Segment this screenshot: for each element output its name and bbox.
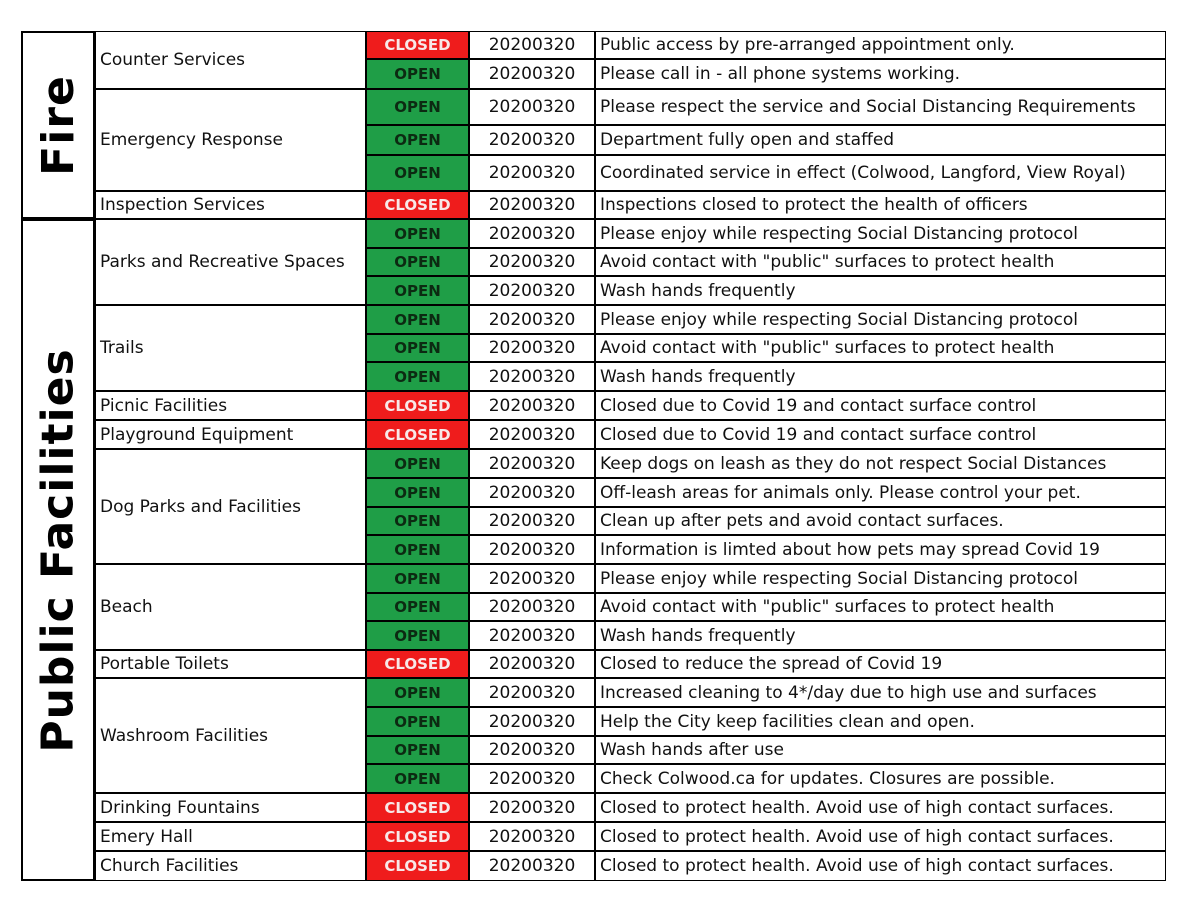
status-badge: CLOSED xyxy=(366,851,469,881)
section-label: Public Facilities xyxy=(32,347,84,753)
note-cell: Closed due to Covid 19 and contact surface control xyxy=(595,391,1166,420)
note-cell: Coordinated service in effect (Colwood, Langford, View Royal) xyxy=(595,155,1166,191)
date-cell: 20200320 xyxy=(469,535,595,564)
note-cell: Closed to reduce the spread of Covid 19 xyxy=(595,650,1166,678)
status-badge: OPEN xyxy=(366,564,469,593)
status-badge: OPEN xyxy=(366,736,469,764)
status-badge: OPEN xyxy=(366,334,469,362)
date-cell: 20200320 xyxy=(469,31,595,59)
note-cell: Off-leash areas for animals only. Please control your pet. xyxy=(595,478,1166,507)
service-name: Portable Toilets xyxy=(95,650,366,678)
note-cell: Avoid contact with "public" surfaces to protect health xyxy=(595,593,1166,621)
date-cell: 20200320 xyxy=(469,593,595,621)
status-badge: OPEN xyxy=(366,678,469,707)
date-cell: 20200320 xyxy=(469,764,595,793)
service-name: Playground Equipment xyxy=(95,420,366,449)
note-cell: Avoid contact with "public" surfaces to protect health xyxy=(595,248,1166,276)
note-cell: Inspections closed to protect the health of officers xyxy=(595,191,1166,219)
date-cell: 20200320 xyxy=(469,305,595,334)
status-badge: CLOSED xyxy=(366,420,469,449)
date-cell: 20200320 xyxy=(469,707,595,736)
note-cell: Department fully open and staffed xyxy=(595,125,1166,155)
note-cell: Keep dogs on leash as they do not respect Social Distances xyxy=(595,449,1166,478)
date-cell: 20200320 xyxy=(469,334,595,362)
note-cell: Wash hands frequently xyxy=(595,276,1166,305)
status-badge: OPEN xyxy=(366,305,469,334)
date-cell: 20200320 xyxy=(469,507,595,535)
note-cell: Wash hands frequently xyxy=(595,621,1166,650)
status-badge: OPEN xyxy=(366,707,469,736)
status-badge: OPEN xyxy=(366,219,469,248)
date-cell: 20200320 xyxy=(469,678,595,707)
note-cell: Closed due to Covid 19 and contact surface control xyxy=(595,420,1166,449)
status-badge: OPEN xyxy=(366,59,469,89)
note-cell: Clean up after pets and avoid contact surfaces. xyxy=(595,507,1166,535)
date-cell: 20200320 xyxy=(469,89,595,125)
service-name: Picnic Facilities xyxy=(95,391,366,420)
status-badge: OPEN xyxy=(366,276,469,305)
service-name: Dog Parks and Facilities xyxy=(95,449,366,564)
note-cell: Please enjoy while respecting Social Distancing protocol xyxy=(595,564,1166,593)
note-cell: Closed to protect health. Avoid use of high contact surfaces. xyxy=(595,793,1166,822)
status-badge: OPEN xyxy=(366,155,469,191)
date-cell: 20200320 xyxy=(469,822,595,851)
service-name: Inspection Services xyxy=(95,191,366,219)
service-name: Emery Hall xyxy=(95,822,366,851)
note-cell: Help the City keep facilities clean and open. xyxy=(595,707,1166,736)
date-cell: 20200320 xyxy=(469,248,595,276)
date-cell: 20200320 xyxy=(469,736,595,764)
date-cell: 20200320 xyxy=(469,191,595,219)
date-cell: 20200320 xyxy=(469,564,595,593)
note-cell: Please respect the service and Social Distancing Requirements xyxy=(595,89,1166,125)
date-cell: 20200320 xyxy=(469,420,595,449)
note-cell: Information is limted about how pets may spread Covid 19 xyxy=(595,535,1166,564)
date-cell: 20200320 xyxy=(469,621,595,650)
section-header xyxy=(21,31,95,219)
service-name: Drinking Fountains xyxy=(95,793,366,822)
service-name: Trails xyxy=(95,305,366,391)
status-badge: CLOSED xyxy=(366,191,469,219)
note-cell: Please enjoy while respecting Social Distancing protocol xyxy=(595,219,1166,248)
section-header xyxy=(21,219,95,881)
status-badge: OPEN xyxy=(366,449,469,478)
status-badge: OPEN xyxy=(366,89,469,125)
note-cell: Public access by pre-arranged appointment only. xyxy=(595,31,1166,59)
status-badge: OPEN xyxy=(366,535,469,564)
date-cell: 20200320 xyxy=(469,276,595,305)
date-cell: 20200320 xyxy=(469,391,595,420)
service-name: Counter Services xyxy=(95,31,366,89)
status-badge: OPEN xyxy=(366,478,469,507)
service-name: Parks and Recreative Spaces xyxy=(95,219,366,305)
service-name: Church Facilities xyxy=(95,851,366,881)
note-cell: Check Colwood.ca for updates. Closures are possible. xyxy=(595,764,1166,793)
note-cell: Please enjoy while respecting Social Distancing protocol xyxy=(595,305,1166,334)
status-badge: OPEN xyxy=(366,362,469,391)
note-cell: Closed to protect health. Avoid use of high contact surfaces. xyxy=(595,822,1166,851)
note-cell: Avoid contact with "public" surfaces to protect health xyxy=(595,334,1166,362)
note-cell: Wash hands after use xyxy=(595,736,1166,764)
status-badge: OPEN xyxy=(366,125,469,155)
status-badge: CLOSED xyxy=(366,31,469,59)
note-cell: Closed to protect health. Avoid use of high contact surfaces. xyxy=(595,851,1166,881)
note-cell: Increased cleaning to 4*/day due to high use and surfaces xyxy=(595,678,1166,707)
date-cell: 20200320 xyxy=(469,650,595,678)
note-cell: Please call in - all phone systems working. xyxy=(595,59,1166,89)
date-cell: 20200320 xyxy=(469,478,595,507)
status-badge: CLOSED xyxy=(366,391,469,420)
service-name: Emergency Response xyxy=(95,89,366,191)
date-cell: 20200320 xyxy=(469,219,595,248)
status-badge: CLOSED xyxy=(366,650,469,678)
status-badge: CLOSED xyxy=(366,822,469,851)
service-name: Beach xyxy=(95,564,366,650)
date-cell: 20200320 xyxy=(469,59,595,89)
service-name: Washroom Facilities xyxy=(95,678,366,793)
date-cell: 20200320 xyxy=(469,125,595,155)
note-cell: Wash hands frequently xyxy=(595,362,1166,391)
status-badge: OPEN xyxy=(366,507,469,535)
status-badge: OPEN xyxy=(366,621,469,650)
date-cell: 20200320 xyxy=(469,155,595,191)
status-badge: OPEN xyxy=(366,248,469,276)
status-badge: OPEN xyxy=(366,764,469,793)
date-cell: 20200320 xyxy=(469,449,595,478)
status-badge: OPEN xyxy=(366,593,469,621)
date-cell: 20200320 xyxy=(469,362,595,391)
date-cell: 20200320 xyxy=(469,851,595,881)
status-badge: CLOSED xyxy=(366,793,469,822)
date-cell: 20200320 xyxy=(469,793,595,822)
section-label: Fire xyxy=(32,74,84,176)
